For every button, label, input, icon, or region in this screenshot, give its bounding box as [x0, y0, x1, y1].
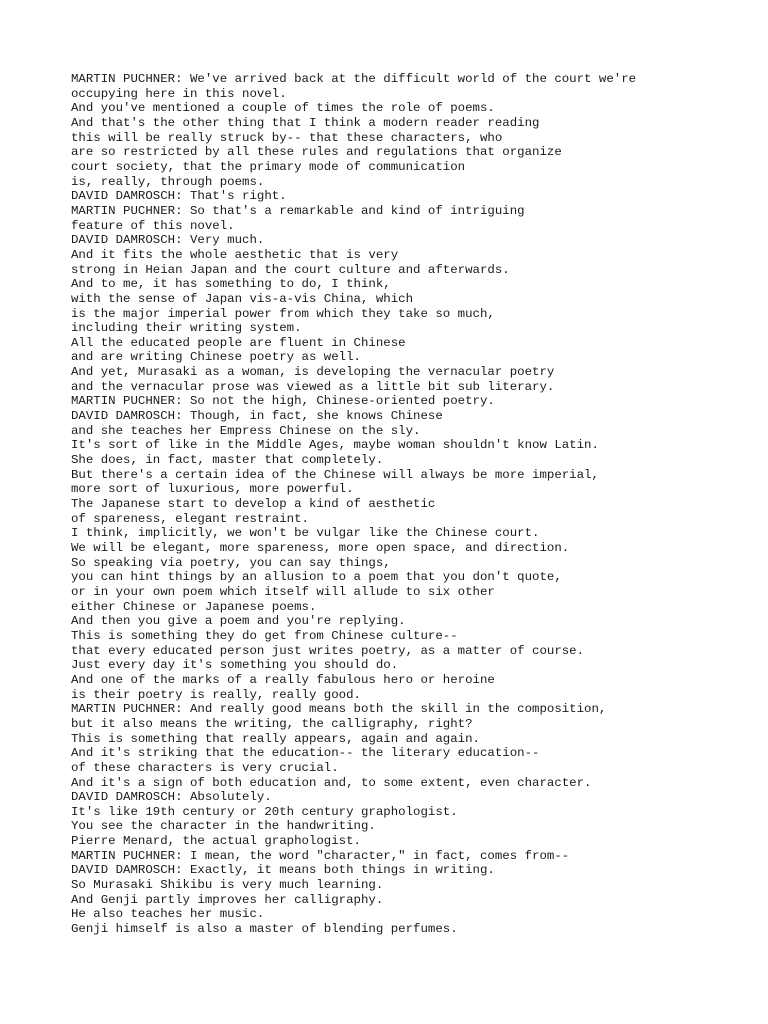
transcript-line: This is something they do get from Chinese culture-- — [71, 628, 458, 643]
transcript-line: you can hint things by an allusion to a poem that you don't quote, — [71, 570, 562, 585]
transcript-line: And yet, Murasaki as a woman, is developing the vernacular poetry — [71, 365, 555, 380]
transcript-line: that every educated person just writes poetry, as a matter of course. — [71, 643, 585, 658]
transcript-line: Just every day it's something you should do. — [71, 658, 399, 673]
transcript-line: of spareness, elegant restraint. — [71, 511, 309, 526]
transcript-line: DAVID DAMROSCH: Absolutely. — [71, 790, 272, 805]
transcript-line: He also teaches her music. — [71, 907, 265, 922]
transcript-line: DAVID DAMROSCH: Exactly, it means both things in writing. — [71, 863, 495, 878]
transcript-line: more sort of luxurious, more powerful. — [71, 482, 354, 497]
transcript-line: this will be really struck by-- that these characters, who — [71, 130, 503, 145]
transcript-line: And it fits the whole aesthetic that is very — [71, 247, 399, 262]
transcript-line: are so restricted by all these rules and regulations that organize — [71, 145, 562, 160]
transcript-line: And you've mentioned a couple of times the role of poems. — [71, 101, 495, 116]
transcript-line: And that's the other thing that I think a modern reader reading — [71, 115, 540, 130]
transcript-line: MARTIN PUCHNER: I mean, the word "character," in fact, comes from-- — [71, 848, 570, 863]
transcript-line: This is something that really appears, again and again. — [71, 731, 480, 746]
transcript-line: We will be elegant, more spareness, more open space, and direction. — [71, 541, 570, 555]
transcript-line: occupying here in this novel. — [71, 86, 287, 101]
transcript-line: And to me, it has something to do, I think, — [71, 277, 391, 292]
transcript-line: court society, that the primary mode of communication — [71, 159, 466, 174]
transcript-line: And it's striking that the education-- the literary education-- — [71, 746, 540, 761]
transcript-line: feature of this novel. — [71, 218, 235, 233]
transcript-line: strong in Heian Japan and the court culture and afterwards. — [71, 262, 510, 277]
transcript-line: is their poetry is really, really good. — [71, 687, 361, 702]
transcript-line: of these characters is very crucial. — [71, 760, 339, 775]
transcript-line: DAVID DAMROSCH: Very much. — [71, 233, 265, 248]
transcript-line: DAVID DAMROSCH: Though, in fact, she knows Chinese — [71, 409, 443, 424]
transcript-line: is, really, through poems. — [71, 174, 265, 189]
transcript-line: And Genji partly improves her calligraphy. — [71, 892, 384, 907]
transcript-line: MARTIN PUCHNER: So that's a remarkable and kind of intriguing — [71, 203, 525, 218]
transcript-line: or in your own poem which itself will allude to six other — [71, 584, 495, 599]
transcript-line: MARTIN PUCHNER: And really good means both the skill in the composition, — [71, 702, 607, 717]
transcript-line: but it also means the writing, the calligraphy, right? — [71, 716, 473, 731]
transcript-line: Pierre Menard, the actual graphologist. — [71, 834, 361, 849]
transcript-line: It's like 19th century or 20th century graphologist. — [71, 804, 458, 819]
transcript-line: It's sort of like in the Middle Ages, maybe woman shouldn't know Latin. — [71, 438, 599, 453]
transcript-line: All the educated people are fluent in Chinese — [71, 335, 406, 350]
transcript-line: and the vernacular prose was viewed as a little bit sub literary. — [71, 379, 555, 394]
transcript-line: Genji himself is also a master of blending perfumes. — [71, 922, 458, 937]
transcript-line: I think, implicitly, we won't be vulgar like the Chinese court. — [71, 526, 540, 541]
transcript-line: either Chinese or Japanese poems. — [71, 599, 317, 614]
transcript-line: with the sense of Japan vis-a-vis China, which — [71, 291, 414, 306]
transcript-line: The Japanese start to develop a kind of aesthetic — [71, 497, 436, 512]
transcript-line: DAVID DAMROSCH: That's right. — [71, 189, 287, 204]
transcript-line: is the major imperial power from which they take so much, — [71, 306, 495, 321]
transcript-line: She does, in fact, master that completely. — [71, 453, 384, 468]
transcript-body — [71, 72, 751, 937]
transcript-line: and she teaches her Empress Chinese on the sly. — [71, 423, 421, 438]
transcript-line: So Murasaki Shikibu is very much learning. — [71, 878, 384, 893]
transcript-line: And one of the marks of a really fabulous hero or heroine — [71, 672, 495, 687]
transcript-line: You see the character in the handwriting. — [71, 819, 376, 834]
transcript-line: and are writing Chinese poetry as well. — [71, 350, 361, 365]
transcript-line: MARTIN PUCHNER: We've arrived back at the difficult world of the court we're — [71, 72, 637, 86]
transcript-line: MARTIN PUCHNER: So not the high, Chinese-oriented poetry. — [71, 394, 495, 409]
transcript-line: including their writing system. — [71, 321, 302, 336]
transcript-line: And then you give a poem and you're replying. — [71, 614, 406, 629]
transcript-line: And it's a sign of both education and, to some extent, even character. — [71, 775, 592, 790]
transcript-line: But there's a certain idea of the Chinese will always be more imperial, — [71, 467, 599, 482]
transcript-line: So speaking via poetry, you can say things, — [71, 555, 391, 570]
